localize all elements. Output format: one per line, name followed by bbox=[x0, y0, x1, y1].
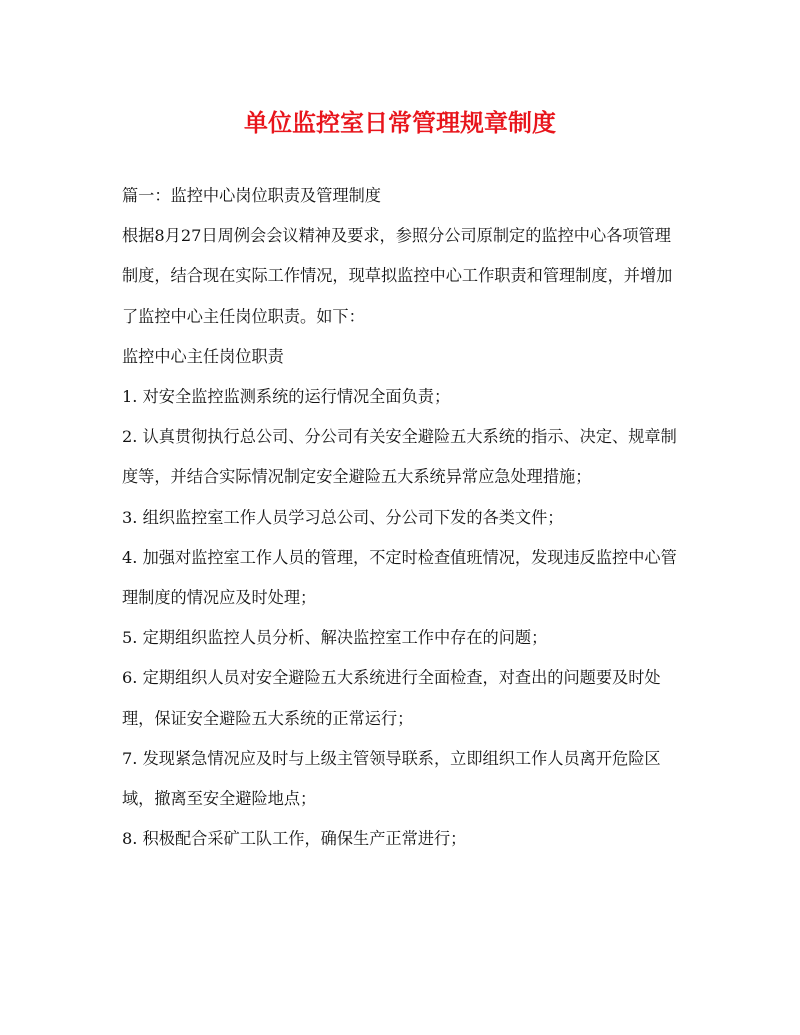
list-item: 8. 积极配合采矿工队工作，确保生产正常进行； bbox=[122, 829, 467, 849]
subheading: 监控中心主任岗位职责 bbox=[122, 346, 284, 366]
list-item: 1. 对安全监控监测系统的运行情况全面负责； bbox=[122, 387, 451, 407]
document-title: 单位监控室日常管理规章制度 bbox=[244, 108, 556, 137]
list-item: 2. 认真贯彻执行总公司、分公司有关安全避险五大系统的指示、决定、规章制度等，并结合实际情况制定安全避险五大系统异常应急处理措施； bbox=[122, 427, 677, 487]
list-item: 6. 定期组织人员对安全避险五大系统进行全面检查，对查出的问题要及时处理，保证安全避险五大系统的正常运行； bbox=[122, 668, 661, 728]
section-heading: 篇一：监控中心岗位职责及管理制度 bbox=[122, 186, 381, 205]
document-body bbox=[122, 176, 682, 859]
list-item: 7. 发现紧急情况应及时与上级主管领导联系，立即组织工作人员离开危险区域，撤离至安全避险地点； bbox=[122, 748, 661, 809]
list-item: 5. 定期组织监控人员分析、解决监控室工作中存在的问题； bbox=[122, 628, 548, 648]
list-item: 3. 组织监控室工作人员学习总公司、分公司下发的各类文件； bbox=[122, 507, 564, 527]
intro-paragraph: 根据8月27日周例会会议精神及要求，参照分公司原制定的监控中心各项管理制度，结合现在实际工作情况，现草拟监控中心工作职责和管理制度，并增加了监控中心主任岗位职责。如下： bbox=[122, 226, 673, 326]
list-item: 4. 加强对监控室工作人员的管理，不定时检查值班情况，发现违反监控中心管理制度的情况应及时处理； bbox=[122, 547, 677, 608]
